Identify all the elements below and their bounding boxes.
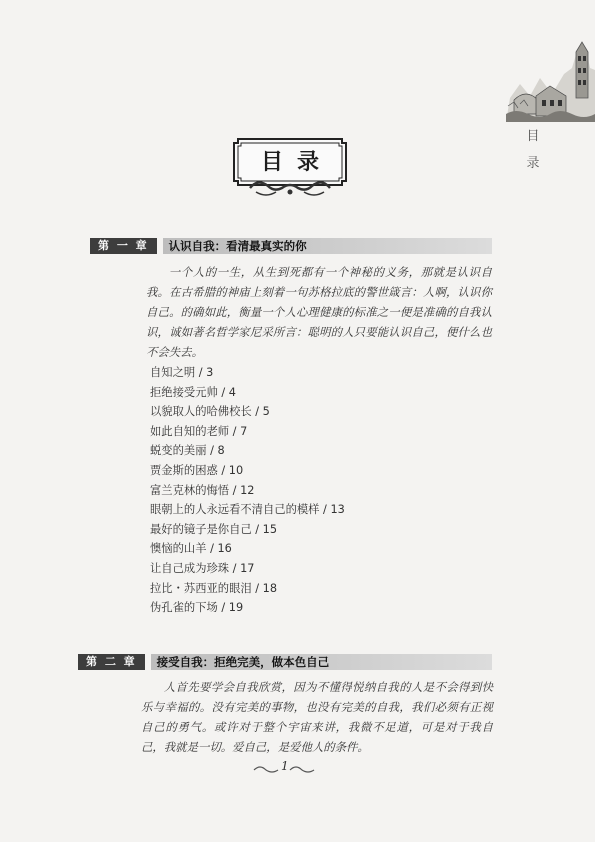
toc-entry[interactable]: 富兰克林的悔悟 / 12 <box>150 483 255 497</box>
toc-entry[interactable]: 贾金斯的困惑 / 10 <box>150 463 244 477</box>
toc-entry[interactable]: 以貌取人的哈佛校长 / 5 <box>150 405 270 419</box>
toc-entry[interactable]: 最好的镜子是你自己 / 15 <box>150 522 278 536</box>
title-scroll-ornament <box>246 178 334 198</box>
chapter-header-2 <box>78 654 492 670</box>
chapter-intro-1 <box>146 262 492 362</box>
toc-entry[interactable]: 眼朝上的人永远看不清自己的模样 / 13 <box>150 503 345 517</box>
chapter-title: 接受自我：拒绝完美，做本色自己 <box>151 654 492 670</box>
toc-entry[interactable]: 伪孔雀的下场 / 19 <box>150 601 244 615</box>
chapter-intro-2 <box>141 677 493 757</box>
side-section-label <box>523 130 543 184</box>
chapter-1-toc-list <box>150 363 345 618</box>
chapter-tag: 第 二 章 <box>78 654 145 670</box>
corner-building-illustration <box>506 38 595 122</box>
toc-entry[interactable]: 让自己成为珍珠 / 17 <box>150 561 255 575</box>
chapter-intro-text: 一个人的一生，从生到死都有一个神秘的义务，那就是认识自我。在古希腊的神庙上刻着一句苏格拉底的警世箴言：人啊，认识你自己。的确如此，衡量一个人心理健康的标准之一便是准确的自我认识，诚如著名哲学家尼采所言：聪明的人只要能认识自己，便什么也不会失去。 <box>146 265 492 359</box>
page-number: 1 <box>281 759 289 773</box>
chapter-title: 认识自我：看清最真实的你 <box>163 238 492 254</box>
toc-entry[interactable]: 蜕变的美丽 / 8 <box>150 444 225 458</box>
chapter-tag: 第 一 章 <box>90 238 157 254</box>
toc-entry[interactable]: 懊恼的山羊 / 16 <box>150 542 232 556</box>
page-title: 目录 <box>260 150 333 175</box>
toc-entry[interactable]: 拉比・苏西亚的眼泪 / 18 <box>150 581 278 595</box>
toc-entry[interactable]: 拒绝接受元帅 / 4 <box>150 385 236 399</box>
chapter-header-1 <box>90 238 492 254</box>
chapter-intro-text: 人首先要学会自我欣赏，因为不懂得悦纳自我的人是不会得到快乐与幸福的。没有完美的事物，也没有完美的自我，我们必须有正视自己的勇气。或许对于整个宇宙来讲，我微不足道，可是对于我自己，我就是一切。爱自己，是爱他人的条件。 <box>141 680 493 754</box>
side-label-char: 目 <box>526 129 540 144</box>
toc-entry[interactable]: 自知之明 / 3 <box>150 366 214 379</box>
side-label-char: 录 <box>526 156 540 171</box>
toc-entry[interactable]: 如此自知的老师 / 7 <box>150 424 248 438</box>
